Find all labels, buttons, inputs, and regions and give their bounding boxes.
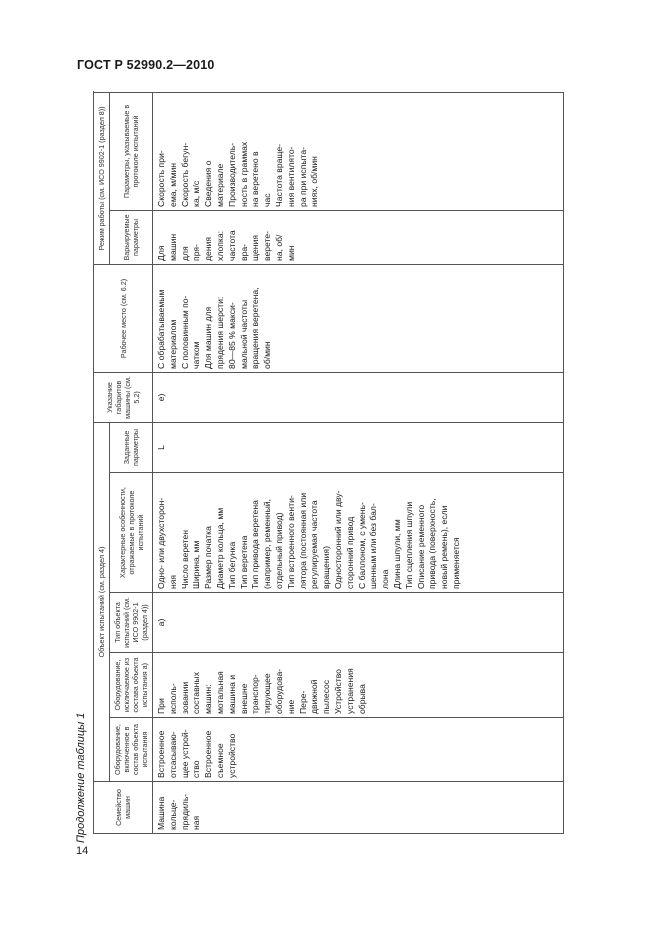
cell-family: [153, 782, 564, 834]
cell-line: Пере-: [297, 690, 308, 714]
standard-header: ГОСТ Р 52990.2—2010: [77, 58, 215, 72]
cell-equipment-included: [153, 718, 564, 782]
cell-line: машина и: [226, 674, 237, 714]
cell-line: на веретено в: [250, 151, 261, 207]
cell-line: оборудова-: [273, 668, 284, 714]
cell-set-parameters: [153, 264, 564, 372]
header-group-test-object: Объект испытаний (см. раздел 4): [94, 422, 110, 781]
header-object-type: Тип объекта испытаний (см. ИСО 9902-1 (раздел 4)): [110, 593, 153, 653]
header-characteristics: Характерные особенности, отражаемые в протоколе испытаний: [110, 473, 153, 593]
cell-line: Встроенное: [203, 730, 214, 778]
cell-line: Устройство: [332, 669, 343, 714]
cell-line: движной: [309, 679, 320, 714]
cell-line: применяется: [450, 537, 461, 589]
cell-line: час: [262, 193, 273, 207]
cell-line: ная: [191, 815, 202, 830]
cell-line: материалом: [167, 319, 178, 369]
cell-line: мотальная: [214, 671, 225, 714]
header-equipment-included: Оборудование, включенное в состав объекта испытания: [110, 718, 153, 782]
cell-line: шенным или без бал-: [368, 503, 379, 589]
cell-line: регулируемая частота: [309, 500, 320, 589]
header-family: Семейство машин: [94, 782, 153, 834]
cell-line: отдельный привод): [273, 512, 284, 589]
cell-line: С обрабатываемым: [156, 289, 166, 369]
cell-line: обрыва: [356, 684, 367, 714]
cell-line: машин:: [203, 684, 214, 714]
cell-line: дения: [203, 236, 214, 261]
cell-line: ние: [285, 699, 296, 714]
cell-line: внешне: [238, 683, 249, 714]
cell-line: ра при испыта-: [297, 146, 308, 207]
cell-line: Описание ременного: [415, 504, 426, 589]
page-number: 14: [76, 845, 89, 857]
cell-line: чатком: [191, 341, 202, 369]
cell-line: зовании: [179, 681, 190, 714]
cell-line: С половинным по-: [179, 295, 190, 369]
cell-line: транспор-: [250, 674, 261, 714]
cell-line: С баллоном, с умень-: [356, 502, 367, 589]
header-report-parameters: Параметры, указываемые в протоколе испытаний: [110, 92, 153, 210]
cell-line: отсасываю-: [167, 731, 178, 778]
cell-report-parameters: [153, 92, 564, 210]
cell-line: съемное: [214, 743, 225, 778]
cell-line: Тип встроенного венти-: [285, 495, 296, 589]
cell-line: ность в граммах: [238, 141, 249, 207]
cell-line: Машина: [156, 796, 166, 830]
cell-line: устранения: [344, 668, 355, 714]
cell-line: Число веретен: [179, 530, 190, 589]
cell-line: пылесос: [321, 679, 332, 714]
header-variable-parameters: Варьируемые параметры: [110, 210, 153, 264]
cell-line: мальной частоты: [238, 299, 249, 369]
table-continuation-label: Продолжение таблицы 1: [75, 712, 87, 843]
cell-line: Ширина, мм: [191, 540, 202, 589]
cell-equipment-excluded: [153, 653, 564, 718]
cell-line: сторонний привод: [344, 516, 355, 589]
cell-line: Встроенное: [156, 730, 166, 778]
cell-line: Скорость бегун-: [179, 142, 190, 207]
cell-line: вра-: [238, 243, 249, 261]
cell-line: При: [156, 698, 166, 714]
cell-line: привода (поверхность,: [427, 498, 438, 589]
cell-line: Диаметр кольца, мм: [214, 507, 225, 589]
cell-line: щения: [250, 234, 261, 261]
cell-line: Сведения о: [203, 160, 214, 207]
cell-line: Скорость при-: [156, 150, 166, 207]
cell-line: ниях, об/мин: [309, 156, 320, 207]
cell-line: об/мин: [262, 341, 273, 369]
column-header-row: [110, 92, 153, 833]
cell-line: прядения шерсти:: [214, 296, 225, 369]
cell-line: верете-: [262, 230, 273, 261]
cell-line: прядиль-: [179, 793, 190, 830]
cell-line: материале: [214, 163, 225, 207]
header-group-operating-mode: Режим работы (см. ИСО 9902-1 (раздел 8)): [94, 92, 110, 264]
cell-variable-parameters: [153, 210, 564, 264]
cell-line: хлопка:: [214, 230, 225, 261]
cell-line: устройство: [226, 733, 237, 778]
rotated-table-container: [93, 93, 564, 834]
cell-line: ка, м/с: [191, 180, 202, 207]
cell-line: вращения): [321, 546, 332, 589]
cell-line: Длина шпули, мм: [391, 519, 402, 589]
cell-dimension-indication: L: [153, 422, 564, 472]
cell-line: лона: [380, 569, 391, 589]
cell-line: машин: [167, 233, 178, 261]
cell-line: частота: [226, 230, 237, 261]
cell-characteristics: [153, 473, 564, 593]
cell-line: для: [179, 246, 190, 261]
cell-line: Одно- или двухсторон-: [156, 497, 166, 589]
cell-object-type: а): [153, 593, 564, 653]
cell-line: ема, м/мин: [167, 162, 178, 207]
cell-line: щее устрой-: [179, 729, 190, 778]
cell-line: пря-: [191, 244, 202, 261]
table-row: [153, 92, 564, 833]
cell-line: ство: [191, 760, 202, 778]
cell-line: Тип сцепления шпули: [403, 501, 414, 589]
cell-line: (например, ременный,: [262, 499, 273, 589]
cell-line: 80—85 % макси-: [226, 302, 237, 369]
cell-line: мин: [285, 245, 296, 261]
cell-line: Частота враще-: [273, 143, 284, 207]
cell-line: вращения веретена,: [250, 287, 261, 369]
cell-line: Для: [156, 245, 166, 261]
cell-line: Тип веретена: [238, 535, 249, 589]
header-workplace: Рабочее место (см. 6.2): [94, 264, 153, 372]
group-header-row: [94, 92, 110, 833]
cell-line: кольце-: [167, 799, 178, 830]
cell-line: тирующее: [262, 673, 273, 714]
cell-line: няя: [167, 574, 178, 589]
header-equipment-excluded: Оборудование, исключаемое из состава объекта испытания а): [110, 653, 153, 718]
cell-line: исполь-: [167, 683, 178, 714]
cell-line: новый ремень), если: [439, 505, 450, 589]
cell-line: Тип бегунка: [226, 541, 237, 589]
cell-line: Для машин для: [203, 306, 214, 369]
cell-line: Тип привода веретена: [250, 500, 261, 589]
cell-line: Размер початка: [203, 526, 214, 589]
cell-line: на, об/: [273, 234, 284, 261]
cell-line: Производитель-: [226, 142, 237, 207]
requirements-table: [93, 92, 564, 834]
cell-workplace: е): [153, 372, 564, 422]
cell-line: Односторонний или дву-: [332, 490, 343, 589]
cell-line: лятора (постоянная или: [297, 492, 308, 589]
cell-line: ния вентилято-: [285, 146, 296, 207]
cell-line: составных: [191, 672, 202, 714]
header-set-parameters: Заданные параметры: [110, 422, 153, 472]
header-dimension-indication: Указание габаритов машины (см. 5.2): [94, 372, 153, 422]
